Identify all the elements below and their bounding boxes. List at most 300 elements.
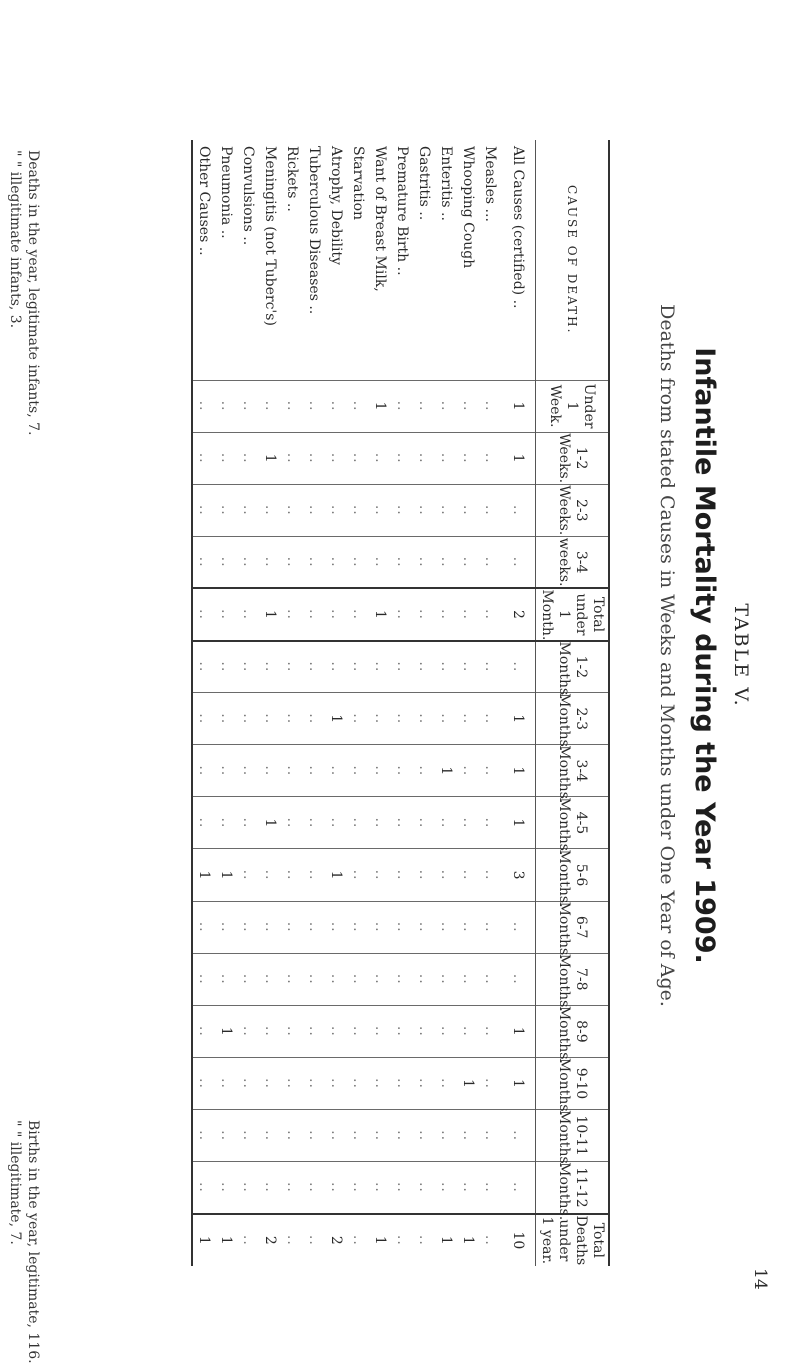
- empty-cell: [413, 536, 435, 588]
- leader-dots: ..: [394, 869, 410, 881]
- leader-dots: ..: [240, 1078, 256, 1089]
- empty-cell: [259, 1057, 281, 1109]
- empty-cell: [281, 693, 303, 745]
- leader-dots: ..: [416, 713, 432, 725]
- leader-dots: ..: [284, 713, 300, 725]
- empty-cell: [435, 1057, 457, 1109]
- leader-dots: ..: [240, 1025, 256, 1037]
- leader-dots: ..: [438, 1130, 454, 1142]
- empty-cell: [215, 536, 237, 588]
- empty-cell: [281, 901, 303, 953]
- empty-cell: [457, 641, 479, 693]
- leader-dots: ..: [306, 1130, 322, 1142]
- leader-dots: ..: [262, 765, 278, 777]
- table-row: [479, 140, 501, 1266]
- leader-dots: ..: [328, 661, 344, 673]
- empty-cell: [501, 484, 536, 536]
- leader-dots: ..: [438, 713, 454, 725]
- empty-cell: [457, 1162, 479, 1214]
- empty-cell: [369, 1162, 391, 1214]
- leader-dots: ..: [196, 973, 212, 985]
- empty-cell: [215, 432, 237, 484]
- leader-dots: ..: [372, 452, 388, 464]
- leader-dots: ..: [328, 556, 344, 568]
- cause-cell: Convulsions ..: [240, 146, 256, 246]
- empty-cell: [479, 1005, 501, 1057]
- leader-dots: ..: [306, 1078, 322, 1089]
- empty-cell: [281, 745, 303, 797]
- empty-cell: [303, 693, 325, 745]
- empty-cell: [237, 536, 259, 588]
- empty-cell: [325, 432, 347, 484]
- value-cell: 1: [435, 1214, 457, 1266]
- empty-cell: [259, 484, 281, 536]
- empty-cell: [237, 953, 259, 1005]
- table-row: [325, 140, 347, 1266]
- empty-cell: [457, 849, 479, 901]
- leader-dots: ..: [394, 1234, 410, 1246]
- empty-cell: [347, 641, 369, 693]
- empty-cell: [457, 693, 479, 745]
- leader-dots: ..: [262, 400, 278, 412]
- empty-cell: [479, 432, 501, 484]
- empty-cell: [479, 588, 501, 640]
- column-header-age-13: 8-9 Months.: [536, 1005, 610, 1057]
- leader-dots: ..: [306, 556, 322, 568]
- empty-cell: [347, 901, 369, 953]
- empty-cell: [303, 484, 325, 536]
- leader-dots: ..: [394, 609, 410, 620]
- empty-cell: [303, 588, 325, 640]
- leader-dots: ..: [218, 1078, 234, 1089]
- empty-cell: [479, 849, 501, 901]
- leader-dots: ..: [416, 1234, 432, 1246]
- leader-dots: ..: [240, 609, 256, 620]
- value-cell: 1: [259, 588, 281, 640]
- empty-cell: [501, 901, 536, 953]
- cause-cell: All Causes (certified) ..: [510, 146, 526, 309]
- leader-dots: ..: [438, 504, 454, 516]
- empty-cell: [501, 1162, 536, 1214]
- empty-cell: [325, 1162, 347, 1214]
- column-header-age-8: 3-4 Months.: [536, 745, 610, 797]
- leader-dots: ..: [438, 973, 454, 985]
- cause-cell: Pneumonia ..: [218, 146, 234, 239]
- leader-dots: ..: [482, 400, 498, 412]
- empty-cell: [215, 641, 237, 693]
- column-header-age-6: 1-2 Months.: [536, 641, 610, 693]
- table-header-row: [536, 140, 610, 1266]
- leader-dots: ..: [482, 1130, 498, 1142]
- empty-cell: [457, 1110, 479, 1162]
- leader-dots: ..: [372, 1130, 388, 1142]
- leader-dots: ..: [482, 1078, 498, 1089]
- empty-cell: [281, 1214, 303, 1266]
- empty-cell: [281, 588, 303, 640]
- leader-dots: ..: [460, 452, 476, 464]
- leader-dots: ..: [350, 400, 366, 412]
- empty-cell: [347, 588, 369, 640]
- leader-dots: ..: [218, 1181, 234, 1193]
- empty-cell: [192, 1162, 215, 1214]
- leader-dots: ..: [306, 1025, 322, 1037]
- empty-cell: [303, 1110, 325, 1162]
- leader-dots: ..: [218, 400, 234, 412]
- empty-cell: [347, 797, 369, 849]
- empty-cell: [281, 1110, 303, 1162]
- empty-cell: [259, 536, 281, 588]
- column-header-age-7: 2-3 Months.: [536, 693, 610, 745]
- empty-cell: [237, 797, 259, 849]
- empty-cell: [303, 953, 325, 1005]
- table-row: [281, 140, 303, 1266]
- cause-cell: Want of Breast Milk,: [372, 146, 388, 292]
- leader-dots: ..: [306, 452, 322, 464]
- column-header-age-1: Under 1 Week.: [536, 380, 610, 432]
- leader-dots: ..: [350, 1130, 366, 1142]
- empty-cell: [457, 797, 479, 849]
- empty-cell: [325, 1110, 347, 1162]
- empty-cell: [303, 797, 325, 849]
- empty-cell: [435, 901, 457, 953]
- column-header-age-10: 5-6 Months.: [536, 849, 610, 901]
- leader-dots: ..: [218, 504, 234, 516]
- empty-cell: [435, 380, 457, 432]
- leader-dots: ..: [240, 661, 256, 673]
- empty-cell: [192, 432, 215, 484]
- leader-dots: ..: [482, 1234, 498, 1246]
- empty-cell: [325, 745, 347, 797]
- empty-cell: [281, 536, 303, 588]
- leader-dots: ..: [510, 921, 526, 933]
- leader-dots: ..: [350, 609, 366, 620]
- leader-dots: ..: [394, 452, 410, 464]
- leader-dots: ..: [438, 817, 454, 829]
- empty-cell: [325, 641, 347, 693]
- empty-cell: [303, 432, 325, 484]
- column-header-age-17: Total Deaths under 1 year.: [536, 1214, 610, 1266]
- table-row: [391, 140, 413, 1266]
- leader-dots: ..: [218, 817, 234, 829]
- leader-dots: ..: [240, 817, 256, 829]
- cause-cell: Atrophy, Debility: [328, 146, 344, 265]
- empty-cell: [259, 901, 281, 953]
- leader-dots: ..: [328, 921, 344, 933]
- empty-cell: [192, 797, 215, 849]
- empty-cell: [215, 380, 237, 432]
- empty-cell: [237, 484, 259, 536]
- births-illegitimate: " " illegitimate, 7.: [7, 1120, 23, 1245]
- leader-dots: ..: [438, 921, 454, 933]
- empty-cell: [457, 1005, 479, 1057]
- leader-dots: ..: [460, 973, 476, 985]
- leader-dots: ..: [416, 1025, 432, 1037]
- leader-dots: ..: [394, 556, 410, 568]
- leader-dots: ..: [482, 921, 498, 933]
- leader-dots: ..: [460, 609, 476, 620]
- value-cell: 2: [501, 588, 536, 640]
- leader-dots: ..: [262, 869, 278, 881]
- leader-dots: ..: [240, 869, 256, 881]
- value-cell: 1: [215, 1214, 237, 1266]
- leader-dots: ..: [394, 400, 410, 412]
- leader-dots: ..: [240, 452, 256, 464]
- leader-dots: ..: [510, 661, 526, 673]
- deaths-legitimate: Deaths in the year, legitimate infants, 7.: [25, 150, 41, 436]
- value-cell: 1: [215, 849, 237, 901]
- leader-dots: ..: [218, 921, 234, 933]
- table-row: [501, 140, 536, 1266]
- column-header-age-4: 3-4 weeks.: [536, 536, 610, 588]
- empty-cell: [237, 745, 259, 797]
- column-header-age-11: 6-7 Months.: [536, 901, 610, 953]
- empty-cell: [391, 588, 413, 640]
- table-row: [237, 140, 259, 1266]
- empty-cell: [479, 1057, 501, 1109]
- leader-dots: ..: [416, 921, 432, 933]
- leader-dots: ..: [438, 1181, 454, 1193]
- leader-dots: ..: [438, 1025, 454, 1037]
- leader-dots: ..: [284, 765, 300, 777]
- empty-cell: [303, 641, 325, 693]
- empty-cell: [281, 1005, 303, 1057]
- leader-dots: ..: [372, 713, 388, 725]
- leader-dots: ..: [240, 1130, 256, 1142]
- empty-cell: [192, 641, 215, 693]
- empty-cell: [479, 1110, 501, 1162]
- leader-dots: ..: [482, 973, 498, 985]
- leader-dots: ..: [284, 400, 300, 412]
- leader-dots: ..: [196, 1181, 212, 1193]
- empty-cell: [259, 1162, 281, 1214]
- table-label: TABLE V.: [730, 603, 752, 708]
- leader-dots: ..: [372, 765, 388, 777]
- empty-cell: [369, 1057, 391, 1109]
- leader-dots: ..: [328, 973, 344, 985]
- empty-cell: [391, 1057, 413, 1109]
- table-row: [435, 140, 457, 1266]
- empty-cell: [413, 484, 435, 536]
- empty-cell: [479, 1162, 501, 1214]
- page-subtitle: Deaths from stated Causes in Weeks and Months under One Year of Age.: [656, 304, 678, 1007]
- empty-cell: [237, 849, 259, 901]
- empty-cell: [369, 745, 391, 797]
- empty-cell: [501, 953, 536, 1005]
- leader-dots: ..: [284, 504, 300, 516]
- empty-cell: [259, 641, 281, 693]
- leader-dots: ..: [460, 400, 476, 412]
- empty-cell: [391, 849, 413, 901]
- leader-dots: ..: [240, 1181, 256, 1193]
- empty-cell: [435, 432, 457, 484]
- empty-cell: [457, 484, 479, 536]
- empty-cell: [391, 1005, 413, 1057]
- empty-cell: [259, 693, 281, 745]
- births-note: [6, 1120, 42, 1364]
- empty-cell: [281, 1057, 303, 1109]
- leader-dots: ..: [350, 452, 366, 464]
- empty-cell: [369, 797, 391, 849]
- empty-cell: [303, 1005, 325, 1057]
- deaths-note: [6, 150, 42, 435]
- cause-cell: Enteritis ..: [438, 146, 454, 221]
- empty-cell: [391, 1214, 413, 1266]
- empty-cell: [391, 745, 413, 797]
- leader-dots: ..: [438, 452, 454, 464]
- value-cell: 1: [259, 432, 281, 484]
- leader-dots: ..: [460, 817, 476, 829]
- value-cell: 1: [435, 745, 457, 797]
- leader-dots: ..: [218, 609, 234, 620]
- empty-cell: [457, 745, 479, 797]
- leader-dots: ..: [416, 869, 432, 881]
- leader-dots: ..: [460, 1025, 476, 1037]
- empty-cell: [215, 693, 237, 745]
- empty-cell: [215, 745, 237, 797]
- leader-dots: ..: [350, 817, 366, 829]
- leader-dots: ..: [372, 1181, 388, 1193]
- leader-dots: ..: [394, 661, 410, 673]
- leader-dots: ..: [196, 817, 212, 829]
- empty-cell: [215, 901, 237, 953]
- value-cell: 10: [501, 1214, 536, 1266]
- empty-cell: [237, 380, 259, 432]
- empty-cell: [215, 484, 237, 536]
- leader-dots: ..: [350, 973, 366, 985]
- leader-dots: ..: [262, 973, 278, 985]
- leader-dots: ..: [416, 1130, 432, 1142]
- empty-cell: [237, 1057, 259, 1109]
- empty-cell: [479, 901, 501, 953]
- empty-cell: [413, 1214, 435, 1266]
- births-legitimate: Births in the year, legitimate, 116.: [25, 1120, 41, 1364]
- empty-cell: [192, 901, 215, 953]
- leader-dots: ..: [438, 609, 454, 620]
- leader-dots: ..: [372, 661, 388, 673]
- empty-cell: [192, 745, 215, 797]
- leader-dots: ..: [284, 556, 300, 568]
- empty-cell: [303, 1162, 325, 1214]
- empty-cell: [369, 693, 391, 745]
- empty-cell: [413, 953, 435, 1005]
- leader-dots: ..: [196, 713, 212, 725]
- empty-cell: [347, 1057, 369, 1109]
- cause-cell: Measles ...: [482, 146, 498, 222]
- leader-dots: ..: [350, 713, 366, 725]
- empty-cell: [347, 536, 369, 588]
- leader-dots: ..: [394, 817, 410, 829]
- column-header-age-2: 1-2 Weeks.: [536, 432, 610, 484]
- empty-cell: [237, 588, 259, 640]
- empty-cell: [369, 953, 391, 1005]
- leader-dots: ..: [262, 504, 278, 516]
- leader-dots: ..: [218, 556, 234, 568]
- empty-cell: [281, 641, 303, 693]
- table-row: [215, 140, 237, 1266]
- value-cell: 1: [501, 693, 536, 745]
- empty-cell: [325, 953, 347, 1005]
- empty-cell: [192, 380, 215, 432]
- leader-dots: ..: [510, 1130, 526, 1142]
- empty-cell: [457, 432, 479, 484]
- leader-dots: ..: [306, 1234, 322, 1246]
- leader-dots: ..: [460, 1181, 476, 1193]
- empty-cell: [281, 432, 303, 484]
- leader-dots: ..: [262, 713, 278, 725]
- leader-dots: ..: [438, 869, 454, 881]
- empty-cell: [215, 1057, 237, 1109]
- empty-cell: [457, 953, 479, 1005]
- leader-dots: ..: [510, 1181, 526, 1193]
- leader-dots: ..: [284, 869, 300, 881]
- leader-dots: ..: [328, 504, 344, 516]
- empty-cell: [325, 588, 347, 640]
- leader-dots: ..: [372, 869, 388, 881]
- empty-cell: [501, 536, 536, 588]
- leader-dots: ..: [416, 661, 432, 673]
- leader-dots: ..: [416, 1078, 432, 1089]
- leader-dots: ..: [306, 869, 322, 881]
- empty-cell: [479, 484, 501, 536]
- empty-cell: [192, 536, 215, 588]
- cause-cell: Other Causes ..: [192, 140, 215, 380]
- leader-dots: ..: [240, 973, 256, 985]
- leader-dots: ..: [262, 556, 278, 568]
- empty-cell: [259, 745, 281, 797]
- empty-cell: [192, 588, 215, 640]
- leader-dots: ..: [284, 1025, 300, 1037]
- empty-cell: [479, 536, 501, 588]
- leader-dots: ..: [350, 765, 366, 777]
- empty-cell: [391, 432, 413, 484]
- empty-cell: [391, 484, 413, 536]
- empty-cell: [325, 484, 347, 536]
- empty-cell: [391, 641, 413, 693]
- empty-cell: [347, 432, 369, 484]
- empty-cell: [215, 588, 237, 640]
- leader-dots: ..: [262, 661, 278, 673]
- leader-dots: ..: [306, 713, 322, 725]
- leader-dots: ..: [394, 1181, 410, 1193]
- leader-dots: ..: [218, 973, 234, 985]
- leader-dots: ..: [460, 556, 476, 568]
- leader-dots: ..: [306, 817, 322, 829]
- empty-cell: [347, 693, 369, 745]
- cause-cell: Meningitis (not Tuberc's): [262, 146, 278, 326]
- empty-cell: [413, 745, 435, 797]
- leader-dots: ..: [482, 504, 498, 516]
- empty-cell: [325, 797, 347, 849]
- leader-dots: ..: [372, 921, 388, 933]
- column-header-age-12: 7-8 Months.: [536, 953, 610, 1005]
- leader-dots: ..: [196, 1130, 212, 1142]
- leader-dots: ..: [394, 504, 410, 516]
- leader-dots: ..: [372, 973, 388, 985]
- page-title: Infantile Mortality during the Year 1909.: [689, 347, 720, 964]
- leader-dots: ..: [482, 869, 498, 881]
- leader-dots: ..: [482, 556, 498, 568]
- column-header-age-16: 11-12 Months.: [536, 1162, 610, 1214]
- leader-dots: ..: [438, 556, 454, 568]
- leader-dots: ..: [306, 921, 322, 933]
- leader-dots: ..: [196, 400, 212, 412]
- empty-cell: [413, 1162, 435, 1214]
- leader-dots: ..: [394, 713, 410, 725]
- table-row: [457, 140, 479, 1266]
- leader-dots: ..: [460, 869, 476, 881]
- empty-cell: [369, 484, 391, 536]
- value-cell: 1: [369, 1214, 391, 1266]
